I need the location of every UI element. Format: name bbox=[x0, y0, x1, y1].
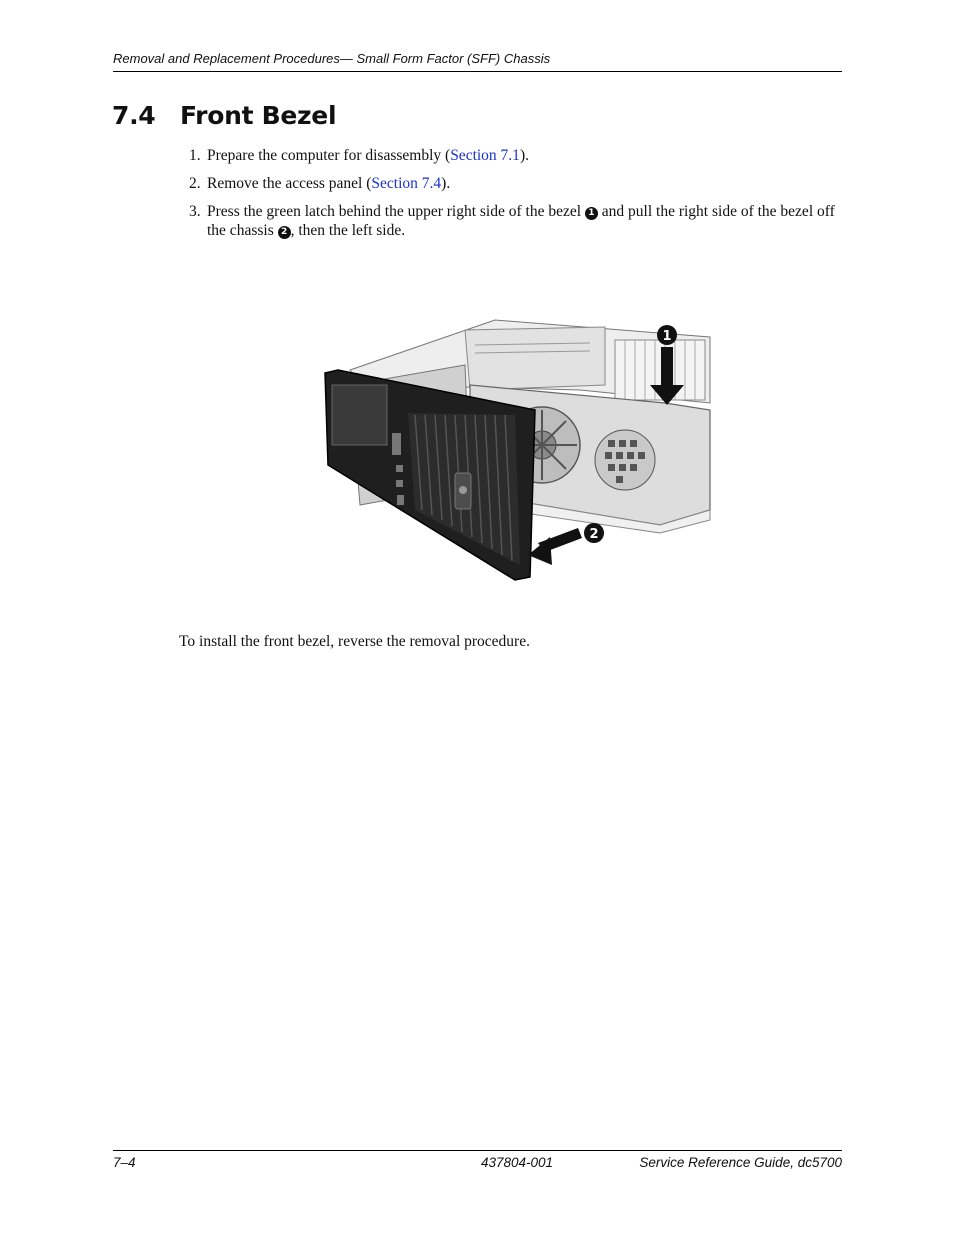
step-item bbox=[185, 146, 845, 165]
header-rule bbox=[113, 71, 842, 72]
section-number: 7.4 bbox=[112, 101, 156, 130]
arrow-2-left-icon bbox=[528, 528, 582, 565]
step-text: ). bbox=[441, 175, 451, 192]
footer-guide-title: Service Reference Guide, dc5700 bbox=[639, 1155, 842, 1170]
footer-part-number: 437804-001 bbox=[481, 1155, 554, 1170]
step-text: and pull the right side of the bezel off the chassis bbox=[207, 203, 835, 239]
procedure-steps bbox=[185, 146, 845, 249]
footer-rule bbox=[113, 1150, 842, 1151]
step-number: 3. bbox=[189, 203, 201, 220]
front-bezel-removal-figure bbox=[320, 315, 715, 583]
figure-callout-1-label: 1 bbox=[662, 329, 672, 344]
closing-note: To install the front bezel, reverse the removal procedure. bbox=[179, 633, 530, 650]
step-item bbox=[185, 202, 845, 240]
callout-2-icon: 2 bbox=[278, 226, 291, 239]
step-text: , then the left side. bbox=[290, 222, 406, 239]
step-text: Remove the access panel ( bbox=[207, 175, 372, 192]
section-heading bbox=[112, 101, 336, 130]
power-supply bbox=[465, 327, 605, 390]
running-head: Removal and Replacement Procedures— Small Form Factor (SFF) Chassis bbox=[113, 51, 551, 66]
step-number: 2. bbox=[189, 175, 201, 192]
step-text: Prepare the computer for disassembly ( bbox=[207, 147, 451, 164]
step-text: Press the green latch behind the upper right side of the bezel bbox=[207, 203, 585, 220]
section-link[interactable]: Section 7.4 bbox=[371, 175, 442, 192]
rear-vent bbox=[595, 430, 655, 490]
callout-1-icon: 1 bbox=[585, 207, 598, 220]
section-title: Front Bezel bbox=[180, 101, 337, 130]
step-number: 1. bbox=[189, 147, 201, 164]
step-text: ). bbox=[519, 147, 529, 164]
section-link[interactable]: Section 7.1 bbox=[450, 147, 520, 164]
bezel-drive-opening bbox=[332, 385, 387, 445]
footer-page-number: 7–4 bbox=[113, 1155, 136, 1170]
figure-callout-2-label: 2 bbox=[589, 527, 599, 542]
step-item bbox=[185, 174, 845, 193]
